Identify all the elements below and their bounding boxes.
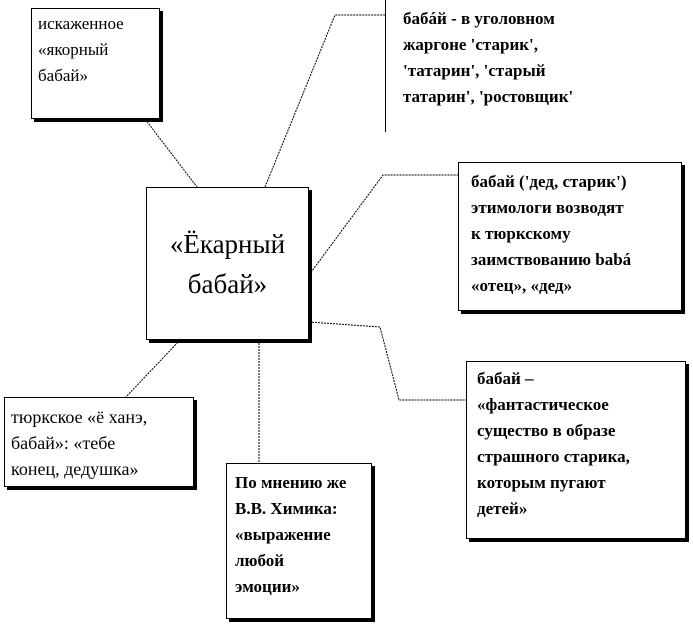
connector-fantastic: [309, 322, 466, 400]
connector-turkic: [125, 340, 180, 398]
etymology-box: бабай ('дед, старик') этимологи возводят к тюркскому заимствованию babá «отец», «дед»: [458, 162, 682, 311]
connector-distorted: [145, 119, 197, 187]
distorted-box: искаженное «якорный бабай»: [31, 8, 160, 119]
fantastic-box: бабай – «фантастическое существо в образе страшного старика, которым пугают детей»: [466, 361, 686, 539]
connector-slang: [265, 15, 385, 187]
slang-text: бабáй - в уголовном жаргоне 'старик', 'татарин', 'старый татарин', 'ростовщик': [403, 9, 574, 106]
slang-divider: [385, 0, 386, 132]
central-node: «Ёкарный бабай»: [146, 187, 309, 340]
khimik-box: По мнению же В.В. Химика: «выражение любой эмоции»: [226, 463, 372, 619]
turkic-box: тюркское «ё ханэ, бабай»: «тебе конец, дедушка»: [4, 397, 194, 487]
connector-etymology: [309, 175, 458, 275]
